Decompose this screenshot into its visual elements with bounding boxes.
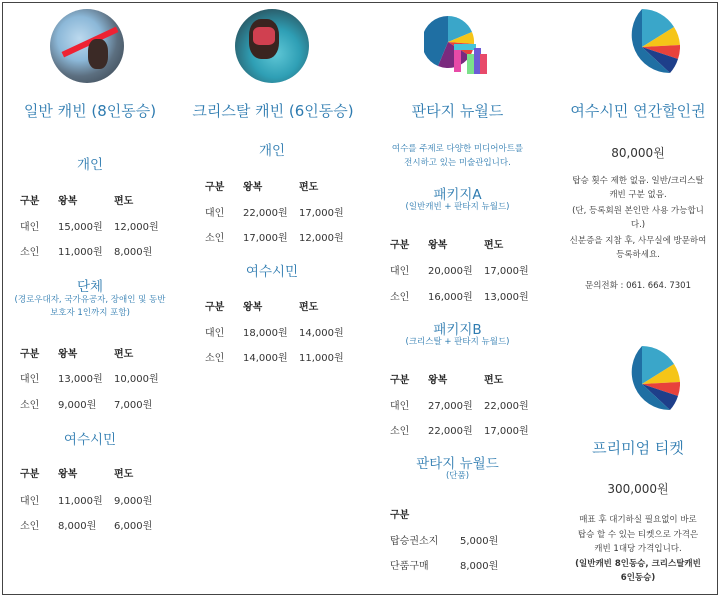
table-header: 구분 — [20, 469, 40, 480]
premium-ticket-desc: 6인동승) — [620, 573, 656, 583]
table-cell: 12,000원 — [114, 222, 159, 233]
annual-pass-desc: 등록하세요. — [616, 250, 660, 260]
table-cell: 11,000원 — [58, 247, 103, 258]
annual-pass-price: 80,000원 — [611, 146, 665, 160]
table-cell: 6,000원 — [114, 521, 153, 532]
table-cell: 9,000원 — [114, 496, 153, 507]
premium-ticket-title: 프리미엄 티켓 — [592, 439, 684, 457]
general-individual-heading: 개인 — [76, 157, 104, 173]
annual-pass-desc: (단, 등록회원 본인만 사용 가능합니 — [572, 206, 704, 216]
table-header: 왕복 — [243, 302, 263, 313]
table-header: 왕복 — [428, 240, 448, 251]
table-cell: 소인 — [20, 400, 40, 411]
table-cell: 소인 — [205, 233, 225, 244]
table-cell: 소인 — [20, 521, 40, 532]
table-cell: 11,000원 — [58, 496, 103, 507]
table-header: 구분 — [205, 302, 225, 313]
table-cell: 14,000원 — [243, 353, 288, 364]
table-header: 편도 — [114, 196, 134, 207]
table-header: 구분 — [20, 349, 40, 360]
table-cell: 탑승권소지 — [390, 536, 439, 547]
group-note: (경로우대자, 국가유공자, 장애인 및 동반 — [14, 295, 166, 305]
annual-pass-contact: 문의전화 : 061. 664. 7301 — [585, 281, 691, 291]
table-cell: 5,000원 — [460, 536, 499, 547]
cabin-photo-icon — [50, 9, 124, 83]
table-cell: 17,000원 — [484, 426, 529, 437]
crystal-cabin-photo-icon — [235, 9, 309, 83]
premium-ticket-desc: 캐빈 1대당 가격입니다. — [594, 544, 682, 554]
table-cell: 22,000원 — [243, 208, 288, 219]
table-header: 편도 — [114, 349, 134, 360]
premium-ticket-desc: 탑승 할 수 있는 티켓으로 가격은 — [577, 530, 699, 540]
table-cell: 16,000원 — [428, 292, 473, 303]
table-cell: 11,000원 — [299, 353, 344, 364]
fantasy-intro: 여수를 주제로 다양한 미디어아트를 — [391, 144, 524, 154]
table-header: 왕복 — [58, 349, 78, 360]
package-a-heading: 패키지A — [433, 187, 482, 203]
annual-pass-desc: 탑승 횟수 제한 없음. 일반/크리스탈 — [572, 176, 704, 186]
table-cell: 단품구매 — [390, 561, 429, 572]
annual-pass-desc: 캐빈 구분 없음. — [609, 190, 667, 200]
table-header: 구분 — [390, 510, 410, 521]
premium-ticket-price: 300,000원 — [607, 482, 669, 496]
table-cell: 8,000원 — [460, 561, 499, 572]
table-cell: 대인 — [20, 374, 40, 385]
package-b-note: (크리스탈 + 판타지 뉴월드) — [405, 337, 510, 347]
package-a-note: (일반캐빈 + 판타지 뉴월드) — [405, 202, 510, 212]
table-cell: 12,000원 — [299, 233, 344, 244]
annual-pass-title: 여수시민 연간할인권 — [570, 102, 706, 120]
table-cell: 소인 — [20, 247, 40, 258]
general-cabin-title: 일반 캐빈 (8인동승) — [23, 102, 157, 120]
annual-pass-pie-icon — [604, 9, 680, 85]
table-cell: 대인 — [205, 208, 225, 219]
general-group-heading: 단체 — [76, 279, 104, 295]
table-cell: 14,000원 — [299, 328, 344, 339]
general-citizen-heading: 여수시민 — [63, 432, 117, 448]
table-cell: 소인 — [390, 292, 410, 303]
table-cell: 대인 — [390, 266, 410, 277]
table-cell: 10,000원 — [114, 374, 159, 385]
table-header: 왕복 — [428, 375, 448, 386]
annual-pass-desc: 신분증을 지참 후, 사무실에 방문하여 — [569, 236, 707, 246]
table-cell: 8,000원 — [58, 521, 97, 532]
table-header: 구분 — [390, 375, 410, 386]
table-cell: 13,000원 — [58, 374, 103, 385]
table-cell: 17,000원 — [243, 233, 288, 244]
group-note: 보호자 1인까지 포함) — [50, 308, 130, 318]
fantasy-newworld-title: 판타지 뉴월드 — [411, 102, 504, 120]
premium-ticket-desc: (일반캐빈 8인동승, 크리스탈캐빈 — [575, 559, 701, 569]
table-header: 구분 — [20, 196, 40, 207]
table-header: 왕복 — [58, 196, 78, 207]
table-cell: 17,000원 — [484, 266, 529, 277]
fantasy-single-note: (단품) — [445, 471, 470, 481]
table-cell: 소인 — [205, 353, 225, 364]
table-cell: 대인 — [390, 401, 410, 412]
table-cell: 17,000원 — [299, 208, 344, 219]
table-cell: 20,000원 — [428, 266, 473, 277]
table-cell: 7,000원 — [114, 400, 153, 411]
table-header: 편도 — [484, 240, 504, 251]
table-cell: 22,000원 — [428, 426, 473, 437]
table-header: 구분 — [390, 240, 410, 251]
table-header: 구분 — [205, 182, 225, 193]
package-b-heading: 패키지B — [433, 322, 482, 338]
table-header: 편도 — [299, 182, 319, 193]
table-cell: 대인 — [20, 496, 40, 507]
crystal-citizen-heading: 여수시민 — [245, 264, 299, 280]
fantasy-intro: 전시하고 있는 미술관입니다. — [404, 158, 511, 168]
table-header: 편도 — [114, 469, 134, 480]
annual-pass-desc: 다.) — [630, 220, 646, 230]
table-cell: 22,000원 — [484, 401, 529, 412]
fantasy-single-heading: 판타지 뉴월드 — [416, 456, 499, 472]
table-cell: 27,000원 — [428, 401, 473, 412]
table-header: 편도 — [299, 302, 319, 313]
table-cell: 18,000원 — [243, 328, 288, 339]
premium-ticket-desc: 매표 후 대기하실 필요없이 바로 — [579, 515, 697, 525]
table-cell: 15,000원 — [58, 222, 103, 233]
premium-ticket-pie-icon — [604, 346, 680, 422]
table-header: 왕복 — [58, 469, 78, 480]
crystal-cabin-title: 크리스탈 캐빈 (6인동승) — [192, 102, 354, 120]
table-cell: 13,000원 — [484, 292, 529, 303]
table-cell: 8,000원 — [114, 247, 153, 258]
table-header: 왕복 — [243, 182, 263, 193]
table-cell: 대인 — [205, 328, 225, 339]
table-cell: 소인 — [390, 426, 410, 437]
crystal-individual-heading: 개인 — [258, 143, 286, 159]
table-cell: 9,000원 — [58, 400, 97, 411]
fantasy-newworld-logo-icon — [424, 14, 494, 76]
table-header: 편도 — [484, 375, 504, 386]
table-cell: 대인 — [20, 222, 40, 233]
